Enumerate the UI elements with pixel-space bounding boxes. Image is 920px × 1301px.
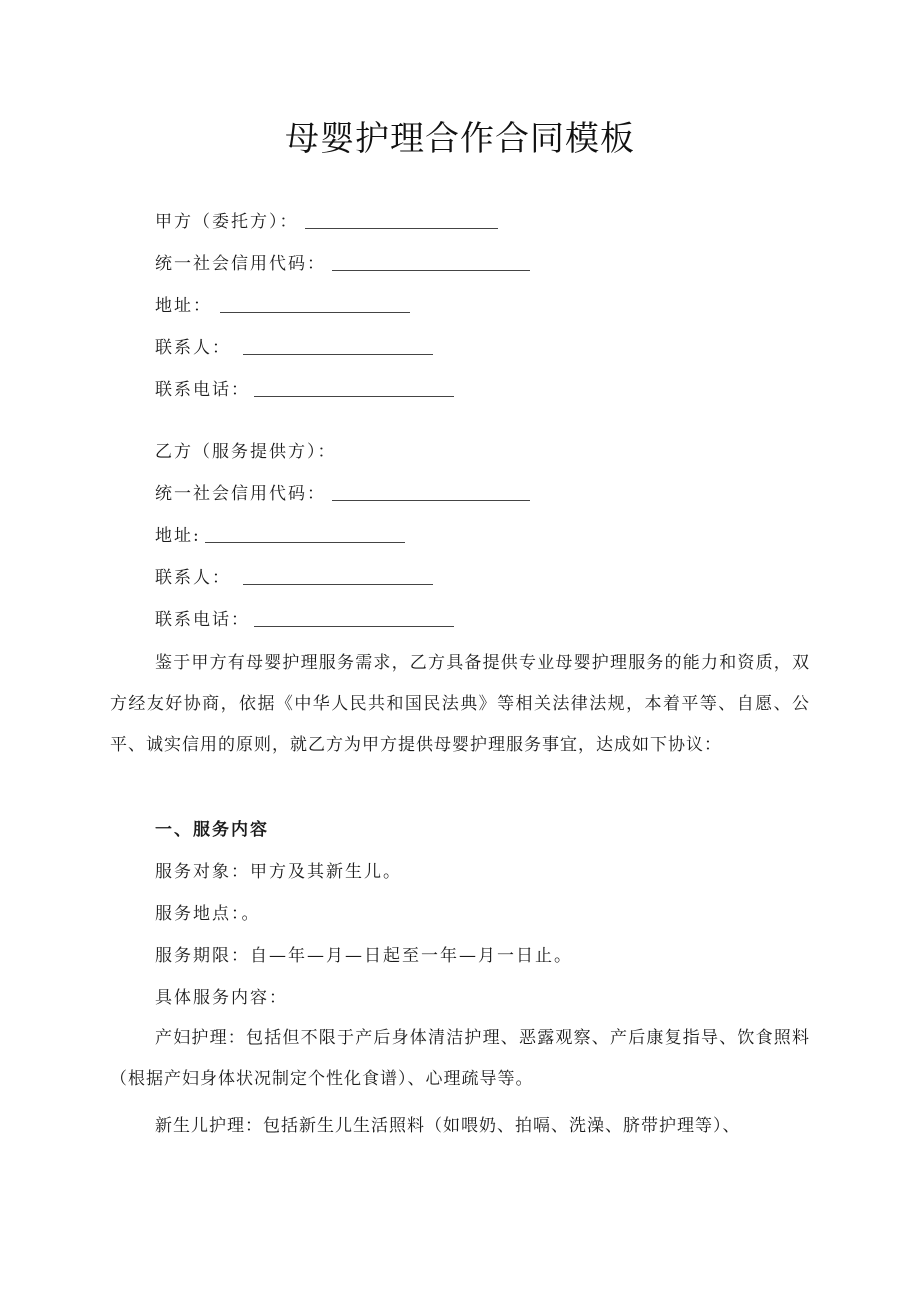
party-b-phone-line bbox=[155, 608, 454, 632]
party-b-credit-code-blank[interactable] bbox=[332, 482, 530, 501]
service-target: 服务对象：甲方及其新生儿。 bbox=[155, 862, 402, 882]
party-b-address-label: 地址: bbox=[155, 526, 201, 546]
party-a-phone-label: 联系电话： bbox=[155, 380, 250, 400]
party-a-address-blank[interactable] bbox=[220, 294, 410, 313]
party-b-line bbox=[155, 440, 337, 464]
preamble-paragraph: 鉴于甲方有母婴护理服务需求，乙方具备提供专业母婴护理服务的能力和资质，双方经友好协商，依据《中华人民共和国民法典》等相关法律法规，本着平等、自愿、公平、诚实信用的原则，就乙方为甲方提供母婴护理服务事宜，达成如下协议： bbox=[110, 653, 810, 755]
party-b-credit-code-line bbox=[155, 482, 530, 506]
specific-services-label: 具体服务内容： bbox=[155, 988, 288, 1008]
section-1-heading: 一、服务内容 bbox=[155, 820, 269, 840]
document-title: 母婴护理合作合同模板 bbox=[285, 119, 635, 159]
party-b-contact-label: 联系人： bbox=[155, 568, 231, 588]
service-location: 服务地点：。 bbox=[155, 904, 261, 924]
service-period: 服务期限：自—年—月—日起至一年—月一日止。 bbox=[155, 946, 573, 966]
party-b-contact-blank[interactable] bbox=[243, 566, 433, 585]
newborn-care-paragraph: 新生儿护理：包括新生儿生活照料（如喂奶、拍嗝、洗澡、脐带护理等）、 bbox=[155, 1116, 741, 1136]
party-a-contact-label: 联系人： bbox=[155, 338, 231, 358]
party-b-contact-line bbox=[155, 566, 433, 590]
party-b-address-blank[interactable] bbox=[205, 524, 405, 543]
party-a-address-label: 地址： bbox=[155, 296, 212, 316]
party-b-credit-code-label: 统一社会信用代码： bbox=[155, 484, 326, 504]
party-a-address-line bbox=[155, 294, 410, 318]
party-b-label: 乙方（服务提供方）： bbox=[155, 442, 337, 462]
party-a-credit-code-label: 统一社会信用代码： bbox=[155, 254, 326, 274]
party-a-contact-blank[interactable] bbox=[243, 336, 433, 355]
party-a-credit-code-blank[interactable] bbox=[332, 252, 530, 271]
party-b-address-line bbox=[155, 524, 405, 548]
party-b-phone-blank[interactable] bbox=[254, 608, 454, 627]
party-a-contact-line bbox=[155, 336, 433, 360]
party-a-phone-line bbox=[155, 378, 454, 402]
party-a-blank[interactable] bbox=[305, 210, 498, 229]
maternal-care-paragraph: 产妇护理：包括但不限于产后身体清洁护理、恶露观察、产后康复指导、饮食照料（根据产妇身体状况制定个性化食谱）、心理疏导等。 bbox=[110, 1028, 810, 1089]
party-a-credit-code-line bbox=[155, 252, 530, 276]
party-a-line bbox=[155, 210, 498, 234]
party-a-label: 甲方（委托方）： bbox=[155, 212, 299, 232]
party-b-phone-label: 联系电话： bbox=[155, 610, 250, 630]
party-a-phone-blank[interactable] bbox=[254, 378, 454, 397]
